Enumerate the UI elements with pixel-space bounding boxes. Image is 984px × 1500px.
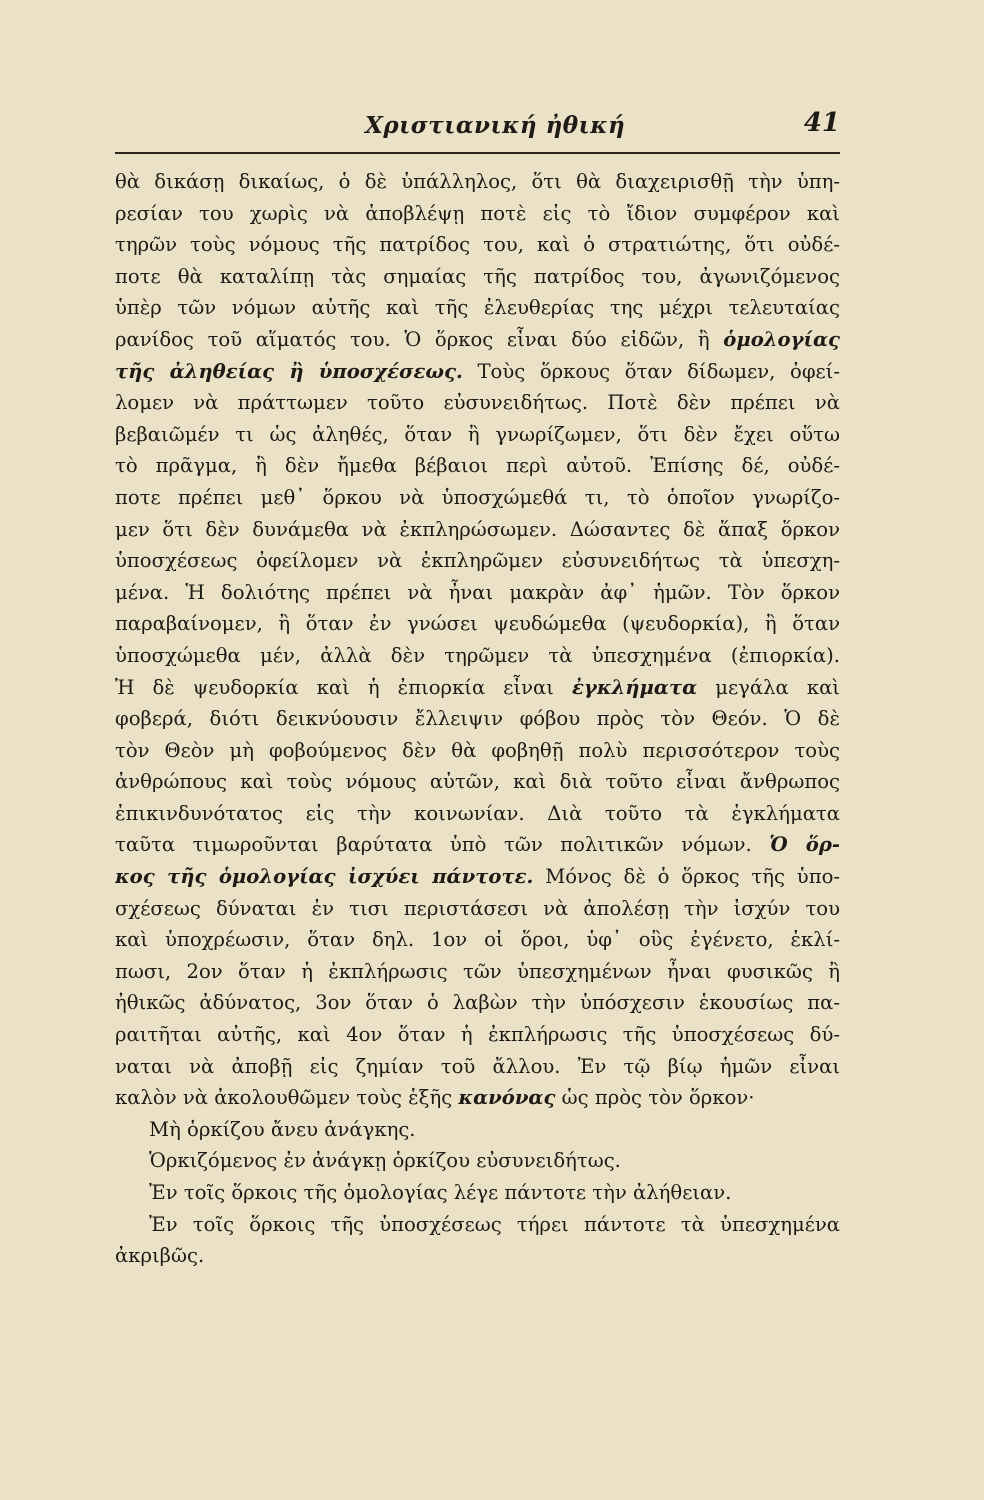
text-line: ὑπὲρ τῶν νόμων αὐτῆς καὶ τῆς ἐλευθερίας της μέχρι τελευταίας: [115, 296, 840, 320]
text-line: Ἡ δὲ ψευδορκία καὶ ἡ ἐπιορκία εἶναι ἐγκλήματα μεγάλα καὶ: [115, 675, 840, 699]
text-line: ὑποσχέσεως ὀφείλομεν νὰ ἐκπληρῶμεν εὐσυνειδήτως τὰ ὑπεσχη-: [115, 549, 840, 573]
bold-term: ἐγκλήματα: [572, 675, 698, 699]
text-line: ὑποσχώμεθα μέν, ἀλλὰ δὲν τηρῶμεν τὰ ὑπεσχημένα (ἐπιορκία).: [115, 643, 840, 667]
text-line: τὸν Θεὸν μὴ φοβούμενος δὲν θὰ φοβηθῇ πολὺ περισσότερον τοὺς: [115, 738, 840, 762]
text-line: ποτε θὰ καταλίπῃ τὰς σημαίας τῆς πατρίδος του, ἀγωνιζόμενος: [115, 264, 840, 288]
text-line: φοβερά, διότι δεικνύουσιν ἔλλειψιν φόβου πρὸς τὸν Θεόν. Ὁ δὲ: [115, 707, 840, 731]
text-line: ρανίδος τοῦ αἵματός του. Ὁ ὅρκος εἶναι δύο εἰδῶν, ἢ ὁμολογίας: [115, 327, 840, 351]
text-line: ἐπικινδυνότατος εἰς τὴν κοινωνίαν. Διὰ τοῦτο τὰ ἐγκλήματα: [115, 801, 840, 825]
bold-term: Ὁ ὅρ-: [769, 833, 840, 857]
text-line: καλὸν νὰ ἀκολουθῶμεν τοὺς ἑξῆς κανόνας ὡς πρὸς τὸν ὅρκον·: [115, 1086, 755, 1110]
text-line: ποτε πρέπει μεθ᾽ ὅρκου νὰ ὑποσχώμεθά τι, τὸ ὁποῖον γνωρίζο-: [115, 485, 840, 509]
text-line: κος τῆς ὁμολογίας ἰσχύει πάντοτε. Μόνος δὲ ὁ ὅρκος τῆς ὑπο-: [115, 865, 840, 889]
text-line: ἀνθρώπους καὶ τοὺς νόμους αὐτῶν, καὶ διὰ τοῦτο εἶναι ἄνθρωπος: [115, 770, 840, 794]
header-rule: [115, 152, 840, 154]
text-line: ρεσίαν του χωρὶς νὰ ἀποβλέψῃ ποτὲ εἰς τὸ ἴδιον συμφέρον καὶ: [115, 201, 840, 225]
rule-line: Ὁρκιζόμενος ἐν ἀνάγκῃ ὁρκίζου εὐσυνειδήτως.: [149, 1149, 621, 1173]
text-line: μεν ὅτι δὲν δυνάμεθα νὰ ἐκπληρώσωμεν. Δώσαντες δὲ ἅπαξ ὅρκον: [115, 517, 840, 541]
text-line: ναται νὰ ἀποβῇ εἰς ζημίαν τοῦ ἄλλου. Ἐν τῷ βίῳ ἡμῶν εἶναι: [115, 1054, 840, 1078]
text-line: παραβαίνομεν, ἢ ὅταν ἐν γνώσει ψευδώμεθα (ψευδορκία), ἢ ὅταν: [115, 612, 840, 636]
text-line: θὰ δικάσῃ δικαίως, ὁ δὲ ὑπάλληλος, ὅτι θὰ διαχειρισθῇ τὴν ὑπη-: [115, 170, 840, 193]
text-line: μένα. Ἡ δολιότης πρέπει νὰ ἦναι μακρὰν ἀφ᾽ ἡμῶν. Τὸν ὅρκον: [115, 580, 840, 604]
text-line: ἠθικῶς ἀδύνατος, 3ον ὅταν ὁ λαβὼν τὴν ὑπόσχεσιν ἑκουσίως πα-: [115, 991, 840, 1015]
text-line: τῆς ἀληθείας ἢ ὑποσχέσεως. Τοὺς ὅρκους ὅταν δίδωμεν, ὀφεί-: [115, 359, 840, 383]
rule-line: Ἐν τοῖς ὅρκοις τῆς ὑποσχέσεως τήρει πάντοτε τὰ ὑπεσχημένα: [149, 1212, 840, 1236]
page-number: 41: [803, 108, 840, 138]
running-title: Χριστιανική ἠθική: [365, 112, 626, 139]
text-line: λομεν νὰ πράττωμεν τοῦτο εὐσυνειδήτως. Ποτὲ δὲν πρέπει νὰ: [115, 391, 840, 415]
bold-term: ὁμολογίας: [723, 327, 840, 351]
rule-line: Ἐν τοῖς ὅρκοις τῆς ὁμολογίας λέγε πάντοτε τὴν ἀλήθειαν.: [149, 1181, 732, 1204]
text-line: τὸ πρᾶγμα, ἢ δὲν ἤμεθα βέβαιοι περὶ αὐτοῦ. Ἐπίσης δέ, οὐδέ-: [115, 454, 840, 478]
text-line: ραιτῆται αὐτῆς, καὶ 4ον ὅταν ἡ ἐκπλήρωσις τῆς ὑποσχέσεως δύ-: [115, 1023, 840, 1047]
text-line: καὶ ὑποχρέωσιν, ὅταν δηλ. 1ον οἱ ὅροι, ὑφ᾽ οὓς ἐγένετο, ἐκλί-: [115, 928, 840, 952]
text-line: τηρῶν τοὺς νόμους τῆς πατρίδος του, καὶ ὁ στρατιώτης, ὅτι οὐδέ-: [115, 233, 840, 257]
bold-term: κανόνας: [458, 1086, 556, 1110]
rule-line: Μὴ ὁρκίζου ἄνευ ἀνάγκης.: [149, 1117, 416, 1141]
text-line: βεβαιῶμέν τι ὡς ἀληθές, ὅταν ἢ γνωρίζωμεν, ὅτι δὲν ἔχει οὕτω: [115, 422, 840, 446]
page-header: [115, 108, 840, 148]
text-line: ἀκριβῶς.: [115, 1244, 205, 1268]
text-line: σχέσεως δύναται ἐν τισι περιστάσεσι νὰ ἀπολέσῃ τὴν ἰσχύν του: [115, 896, 840, 920]
text-line: ταῦτα τιμωροῦνται βαρύτατα ὑπὸ τῶν πολιτικῶν νόμων. Ὁ ὅρ-: [115, 833, 840, 857]
bold-term: τῆς ἀληθείας ἢ ὑποσχέσεως.: [115, 359, 463, 383]
body-text: [115, 166, 840, 1272]
bold-term: κος τῆς ὁμολογίας ἰσχύει πάντοτε.: [115, 865, 534, 889]
text-line: πωσι, 2ον ὅταν ἡ ἐκπλήρωσις τῶν ὑπεσχημένων ἦναι φυσικῶς ἢ: [115, 959, 840, 983]
